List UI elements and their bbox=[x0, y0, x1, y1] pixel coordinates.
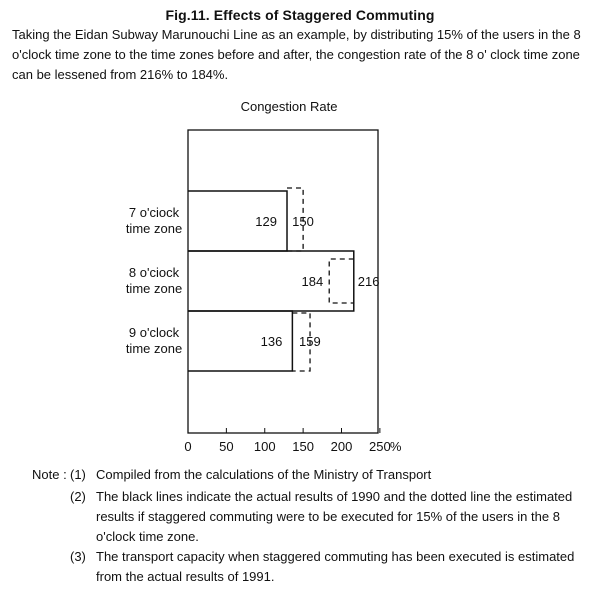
category-label-line2: time zone bbox=[125, 221, 183, 236]
data-label-actual: 216 bbox=[357, 274, 380, 289]
chart-title: Congestion Rate bbox=[240, 99, 338, 114]
category-label-line2: time zone bbox=[125, 341, 183, 356]
x-tick-label: 200 bbox=[330, 439, 353, 454]
notes-label: Note : bbox=[32, 467, 67, 482]
note-number: (3) bbox=[70, 549, 86, 564]
x-tick-label: 100 bbox=[253, 439, 276, 454]
category-label-line1: 8 o'ciock bbox=[128, 265, 180, 280]
x-tick-label: 250 bbox=[369, 439, 391, 454]
data-label-actual: 136 bbox=[260, 334, 283, 349]
note-number: (1) bbox=[70, 467, 86, 482]
note-number: (2) bbox=[70, 489, 86, 504]
note-item-2 bbox=[70, 487, 592, 544]
x-tick-label: 0 bbox=[184, 439, 192, 454]
figure-title: Fig.11. Effects of Staggered Commuting bbox=[165, 7, 435, 23]
note-item-3 bbox=[70, 547, 592, 584]
x-tick-label: 50 bbox=[219, 439, 234, 454]
plot-frame bbox=[188, 130, 378, 433]
data-label-estimated: 184 bbox=[301, 274, 324, 289]
data-label-actual: 129 bbox=[255, 214, 278, 229]
x-axis-unit: % bbox=[389, 439, 402, 454]
category-label-line1: 7 o'ciock bbox=[128, 205, 180, 220]
x-tick-label: 150 bbox=[292, 439, 314, 454]
note-item-1 bbox=[70, 465, 592, 485]
category-label-line1: 9 o'clock bbox=[128, 325, 180, 340]
note-text: Compiled from the calculations of the Ministry of Transport bbox=[96, 467, 432, 482]
note-text: The transport capacity when staggered commuting has been executed is estimated from the actual results of 1991. bbox=[96, 549, 575, 584]
data-label-estimated: 159 bbox=[299, 334, 321, 349]
note-text: The black lines indicate the actual results of 1990 and the dotted line the estimated results if staggered commuting were to be executed for 15% of the users in the 8 o'clock time zone. bbox=[96, 489, 573, 544]
bar-estimated bbox=[329, 259, 354, 303]
figure-caption: Taking the Eidan Subway Marunouchi Line as an example, by distributing 15% of the users in the 8 o'clock time zone to the time zones before and after, the congestion rate of the 8 o' clock time zone can be lessened from 216% to 184%. bbox=[12, 27, 581, 82]
category-label-line2: time zone bbox=[125, 281, 183, 296]
data-label-estimated: 150 bbox=[292, 214, 314, 229]
